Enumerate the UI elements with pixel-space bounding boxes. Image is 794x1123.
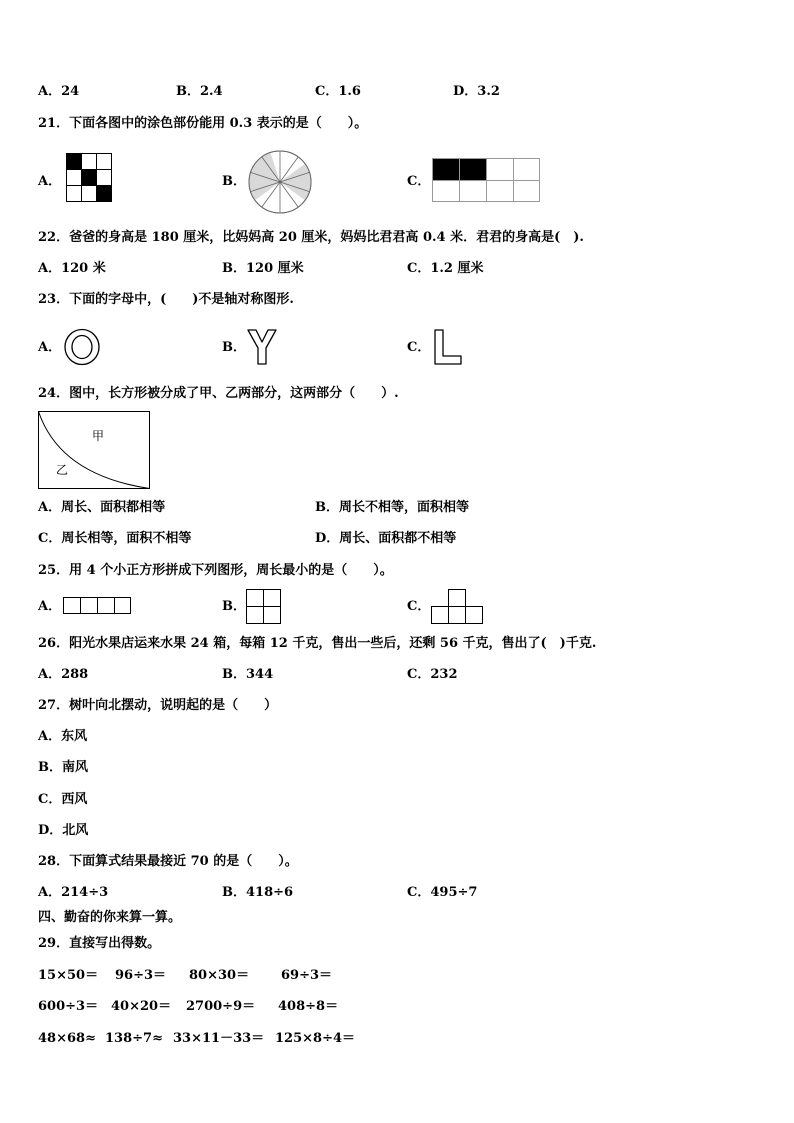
q20-option-c: C．1.6	[315, 84, 361, 99]
q24-option-c: C．周长相等，面积不相等	[38, 531, 192, 546]
section-title: 四、勤奋的你来算一算。	[38, 910, 182, 925]
q28-option-c: C．495÷7	[407, 885, 478, 900]
calc-item: 15×50＝	[38, 968, 99, 983]
q27-option-c: C．西风	[38, 792, 88, 807]
q21-pie-figure-b	[248, 150, 312, 214]
q28-option-b: B．418÷6	[222, 885, 294, 900]
q21-option-c: C．	[407, 174, 431, 189]
q24-rectangle-figure	[38, 411, 150, 489]
q27-option-d: D．北风	[38, 823, 89, 838]
q27-option-b: B．南风	[38, 760, 88, 775]
q26-option-a: A．288	[38, 667, 89, 682]
letter-l-outline-figure	[432, 328, 464, 366]
calc-item: 125×8÷4＝	[275, 1031, 356, 1046]
q23-option-b: B．	[222, 340, 246, 355]
letter-o-outline-figure	[63, 328, 101, 366]
calc-item: 600÷3＝	[38, 999, 99, 1014]
q24-option-b: B．周长不相等，面积相等	[315, 500, 469, 515]
q24-option-a: A．周长、面积都相等	[38, 500, 166, 515]
calc-item: 80×30＝	[189, 968, 250, 983]
q23-question: 23．下面的字母中，( )不是轴对称图形.	[38, 292, 294, 307]
calc-item: 96÷3＝	[115, 968, 167, 983]
q21-option-b: B．	[222, 174, 246, 189]
q28-question: 28．下面算式结果最接近 70 的是（ ）。	[38, 854, 298, 869]
calc-item: 40×20＝	[111, 999, 172, 1014]
q25-t-shape-figure	[431, 589, 484, 624]
q24-option-d: D．周长、面积都不相等	[315, 531, 457, 546]
q27-question: 27．树叶向北摆动，说明起的是（ ）	[38, 698, 278, 713]
letter-y-outline-figure	[246, 328, 278, 366]
q27-option-a: A．东风	[38, 729, 88, 744]
q21-option-a: A．	[38, 174, 62, 189]
q20-option-d: D．3.2	[453, 84, 500, 99]
q22-question: 22．爸爸的身高是 180 厘米，比妈妈高 20 厘米，妈妈比君君高 0.4 米．君君的身高是( ).	[38, 230, 584, 245]
calc-item: 2700÷9＝	[186, 999, 256, 1014]
q25-question: 25．用 4 个小正方形拼成下列图形，周长最小的是（ ）。	[38, 563, 393, 578]
q25-option-b: B．	[222, 599, 246, 614]
q22-option-a: A．120 米	[38, 261, 106, 276]
calc-item: 48×68≈	[38, 1031, 96, 1046]
q24-question: 24．图中，长方形被分成了甲、乙两部分，这两部分（ ）.	[38, 386, 399, 401]
calc-item: 69÷3＝	[281, 968, 333, 983]
q26-question: 26．阳光水果店运来水果 24 箱，每箱 12 千克，售出一些后，还剩 56 千克，售出了( )千克.	[38, 636, 597, 651]
calc-item: 33×11－33＝	[173, 1031, 265, 1046]
q21-question: 21．下面各图中的涂色部份能用 0.3 表示的是（ ）。	[38, 116, 368, 131]
q23-option-c: C．	[407, 340, 431, 355]
q25-option-a: A．	[38, 599, 62, 614]
calc-item: 138÷7≈	[105, 1031, 163, 1046]
region-label-yi: 乙	[56, 463, 69, 477]
q23-option-a: A．	[38, 340, 62, 355]
q26-option-b: B．344	[222, 667, 274, 682]
calc-item: 408÷8＝	[278, 999, 339, 1014]
q22-option-c: C．1.2 厘米	[407, 261, 484, 276]
q21-strip-figure-c	[432, 158, 540, 202]
q28-option-a: A．214÷3	[38, 885, 109, 900]
q22-option-b: B．120 厘米	[222, 261, 304, 276]
q29-question: 29．直接写出得数。	[38, 936, 161, 951]
q20-option-b: B．2.4	[176, 84, 223, 99]
q20-option-a: A．24	[38, 84, 80, 99]
q26-option-c: C．232	[407, 667, 458, 682]
q25-option-c: C．	[407, 599, 431, 614]
q21-grid-figure-a	[66, 153, 112, 202]
region-label-jia: 甲	[92, 429, 105, 443]
q25-row-of-squares-figure	[63, 597, 131, 614]
q25-square-block-figure	[246, 589, 281, 624]
